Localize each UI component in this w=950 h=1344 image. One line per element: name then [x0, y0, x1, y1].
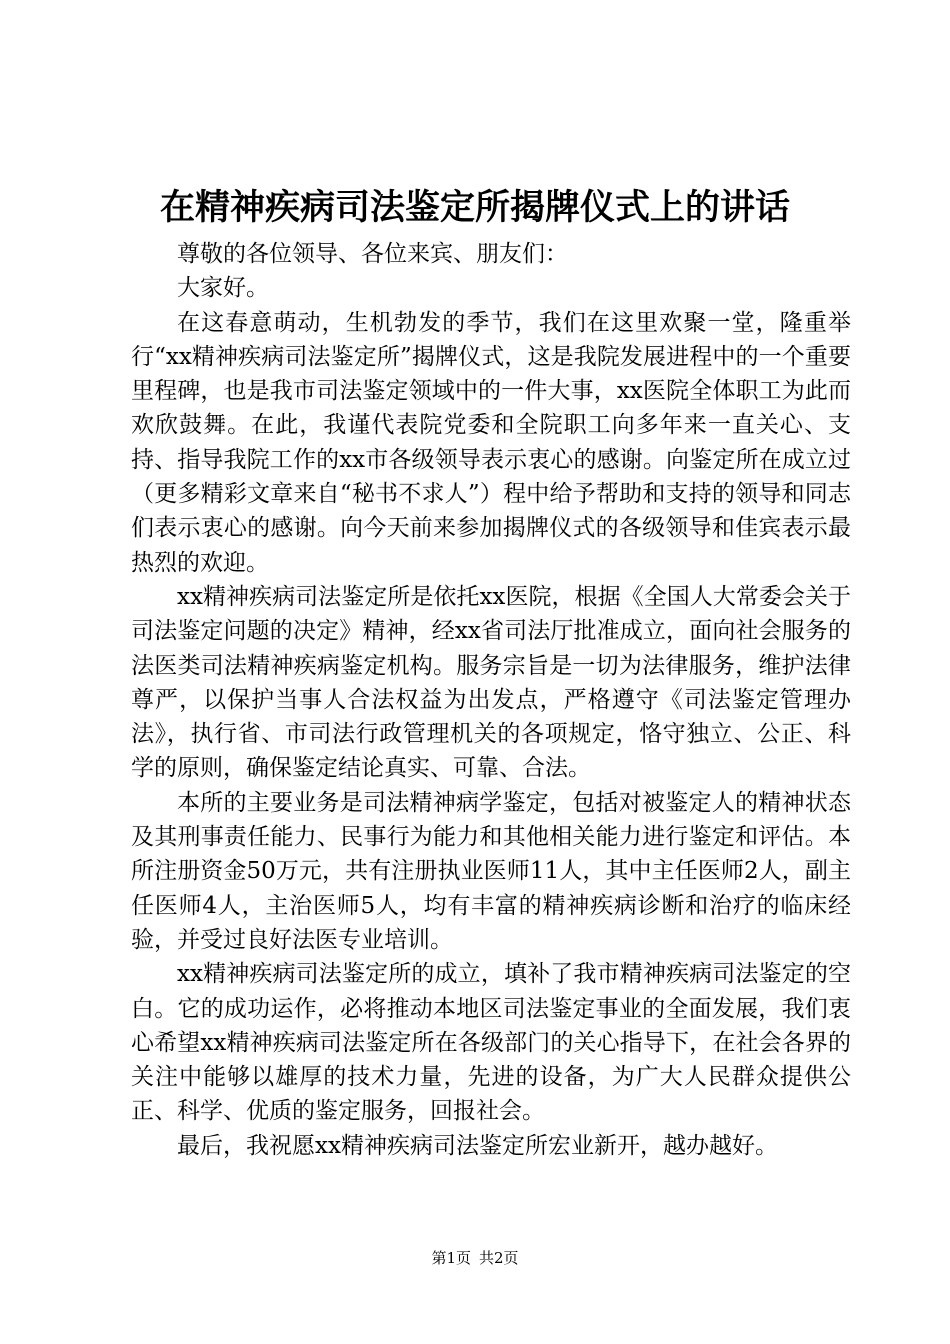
paragraph-business: 本所的主要业务是司法精神病学鉴定，包括对被鉴定人的精神状态及其刑事责任能力、民事行为能力和其他相关能力进行鉴定和评估。本所注册资金50万元，共有注册执业医师11人，其中主任医师2人，副主任医师4人，主治医师5人，均有丰富的精神疾病诊断和治疗的临床经验，并受过良好法医专业培训。 [131, 789, 851, 953]
page-footer [0, 1247, 950, 1269]
paragraph-closing: 最后，我祝愿xx精神疾病司法鉴定所宏业新开，越办越好。 [177, 1132, 778, 1159]
document-body [131, 237, 851, 1163]
paragraph-introduction: xx精神疾病司法鉴定所是依托xx医院，根据《全国人大常委会关于司法鉴定问题的决定》精神，经xx省司法厅批准成立，面向社会服务的法医类司法精神疾病鉴定机构。服务宗旨是一切为法律服务，维护法律尊严，以保护当事人合法权益为出发点，严格遵守《司法鉴定管理办法》，执行省、市司法行政管理机关的各项规定，恪守独立、公正、科学的原则，确保鉴定结论真实、可靠、合法。 [131, 583, 851, 782]
greeting: 大家好。 [177, 275, 269, 302]
page-total: 共2页 [479, 1249, 519, 1267]
salutation: 尊敬的各位领导、各位来宾、朋友们： [177, 241, 568, 267]
paragraph-opening: 在这春意萌动，生机勃发的季节，我们在这里欢聚一堂，隆重举行“xx精神疾病司法鉴定所”揭牌仪式，这是我院发展进程中的一个重要里程碑，也是我市司法鉴定领域中的一件大事，xx医院全体职工为此而欢欣鼓舞。在此，我谨代表院党委和全院职工向多年来一直关心、支持、指导我院工作的xx市各级领导表示衷心的感谢。向鉴定所在成立过（更多精彩文章来自“秘书不求人”）程中给予帮助和支持的领导和同志们表示衷心的感谢。向今天前来参加揭牌仪式的各级领导和佳宾表示最热烈的欢迎。 [131, 309, 851, 576]
page-number: 第1页 [431, 1249, 471, 1267]
paragraph-significance: xx精神疾病司法鉴定所的成立，填补了我市精神疾病司法鉴定的空白。它的成功运作，必将推动本地区司法鉴定事业的全面发展，我们衷心希望xx精神疾病司法鉴定所在各级部门的关心指导下，在社会各界的关注中能够以雄厚的技术力量，先进的设备，为广大人民群众提供公正、科学、优质的鉴定服务，回报社会。 [131, 961, 851, 1125]
document-title: 在精神疾病司法鉴定所揭牌仪式上的讲话 [159, 187, 790, 228]
